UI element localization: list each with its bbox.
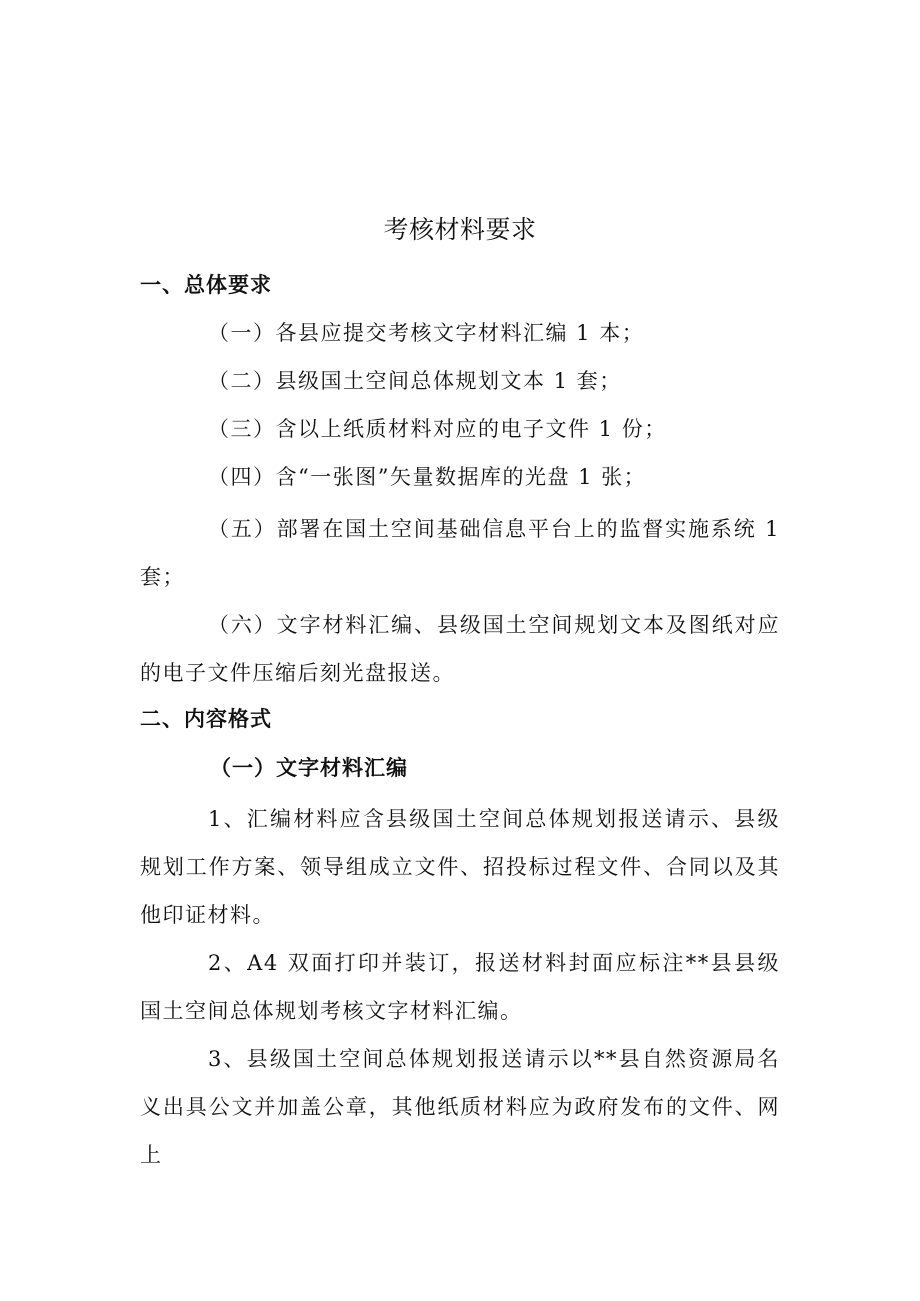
requirement-item-6: （六）文字材料汇编、县级国土空间规划文本及图纸对应的电子文件压缩后刻光盘报送。 — [140, 613, 780, 685]
content-paragraph-2: 2、A4 双面打印并装订，报送材料封面应标注**县县级国土空间总体规划考核文字材料汇编。 — [140, 951, 780, 1023]
subsection-heading-text-materials: （一）文字材料汇编 — [210, 756, 408, 780]
requirement-item-3: （三）含以上纸质材料对应的电子文件 1 份； — [208, 417, 667, 441]
content-paragraph-1: 1、汇编材料应含县级国土空间总体规划报送请示、县级规划工作方案、领导组成立文件、招投标过程文件、合同以及其他印证材料。 — [140, 807, 780, 927]
requirement-item-4: （四）含“一张图”矢量数据库的光盘 1 张； — [208, 465, 647, 489]
section-heading-general-requirements: 一、总体要求 — [140, 273, 272, 297]
requirement-item-5: （五）部署在国土空间基础信息平台上的监督实施系统 1 套； — [140, 517, 780, 589]
requirement-item-2: （二）县级国土空间总体规划文本 1 套； — [208, 369, 622, 393]
section-heading-content-format: 二、内容格式 — [140, 707, 272, 731]
requirement-item-1: （一）各县应提交考核文字材料汇编 1 本； — [208, 321, 645, 345]
content-paragraph-3: 3、县级国土空间总体规划报送请示以**县自然资源局名义出具公文并加盖公章，其他纸质材料应为政府发布的文件、网上 — [140, 1047, 780, 1167]
document-title: 考核材料要求 — [383, 215, 537, 244]
